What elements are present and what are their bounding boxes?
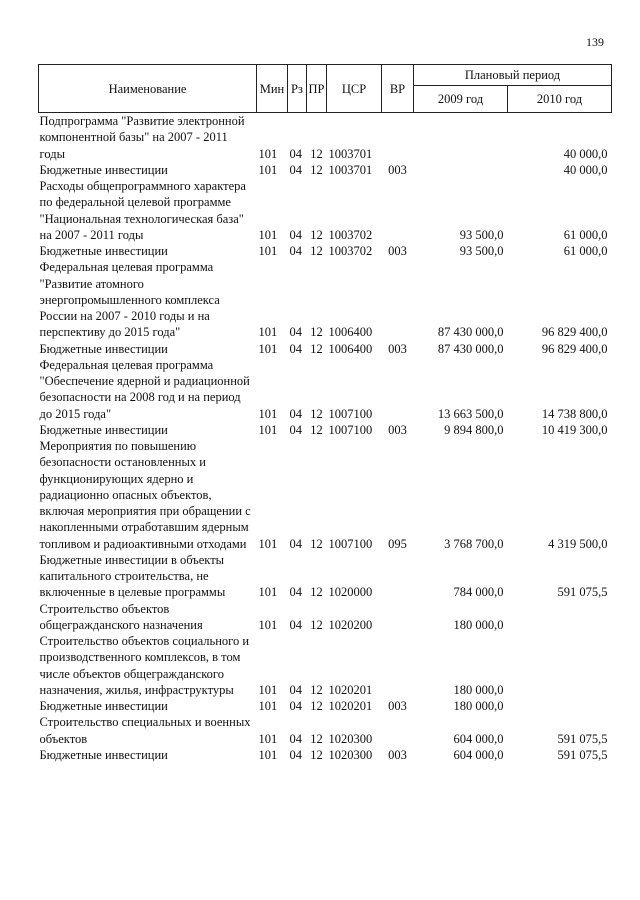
budget-table [38, 64, 612, 763]
row-pr: 12 [310, 422, 323, 437]
row-rz: 04 [289, 682, 302, 697]
row-rz: 04 [289, 244, 302, 258]
row-amount-2010: 4 319 500,0 [548, 536, 608, 551]
row-name: Строительство объектов социального и производственного комплексов, в том числе объектов общегражданского назначения, жилья, инфраструктуры [39, 634, 250, 697]
row-pr: 12 [310, 146, 323, 161]
row-min: 101 [258, 422, 278, 437]
row-name: Строительство объектов общегражданского назначения [39, 601, 203, 632]
row-vr [382, 633, 414, 698]
row-vr [382, 552, 414, 601]
row-name: Бюджетные инвестиции в объекты капитального строительства, не включенные в целевые программы [39, 552, 226, 600]
row-rz: 04 [289, 146, 302, 161]
row-min: 101 [258, 747, 278, 762]
row-pr: 12 [310, 162, 323, 177]
header-pr: ПР [307, 65, 327, 113]
row-min: 101 [258, 244, 278, 258]
row-pr: 12 [310, 682, 323, 697]
row-pr: 12 [310, 536, 323, 551]
row-csr: 1003701 [328, 162, 373, 177]
table-row [39, 259, 612, 340]
row-amount-2009: 180 000,0 [453, 617, 504, 632]
row-vr [382, 178, 414, 243]
row-amount-2010: 40 000,0 [563, 162, 608, 177]
table-row [39, 633, 612, 698]
row-csr: 1020201 [328, 699, 373, 713]
row-amount-2010: 591 075,5 [557, 731, 608, 746]
row-rz: 04 [289, 422, 302, 437]
row-amount-2010: 591 075,5 [557, 747, 608, 762]
table-body [39, 113, 612, 764]
table-row [39, 714, 612, 747]
header-csr: ЦСР [327, 65, 382, 113]
page-number: 139 [586, 35, 604, 49]
table-row [39, 113, 612, 162]
row-amount-2010 [508, 601, 612, 634]
row-csr: 1007100 [328, 536, 373, 551]
row-rz: 04 [289, 699, 302, 713]
header-min: Мин [257, 65, 288, 113]
row-amount-2009: 3 768 700,0 [444, 536, 504, 551]
row-name: Бюджетные инвестиции [39, 422, 168, 437]
row-amount-2010 [508, 633, 612, 698]
row-name: Мероприятия по повышению безопасности остановленных и функционирующих ядерно и радиационно опасных объектов, включая мероприятия при обращении с накопленными отработавшим ядерным топливом и радиоактивными отходами [39, 439, 251, 551]
row-rz: 04 [289, 617, 302, 632]
table-row [39, 178, 612, 243]
header-year-2009: 2009 год [414, 86, 508, 113]
row-amount-2009: 87 430 000,0 [437, 325, 504, 340]
table-row [39, 747, 612, 763]
row-pr: 12 [310, 406, 323, 421]
header-planning-period: Плановый период [414, 65, 612, 86]
table-row [39, 601, 612, 634]
row-amount-2009: 784 000,0 [453, 585, 504, 600]
table-row [39, 341, 612, 357]
row-csr: 1007100 [328, 422, 373, 437]
row-amount-2010: 61 000,0 [563, 244, 608, 258]
row-rz: 04 [289, 227, 302, 242]
row-pr: 12 [310, 699, 323, 713]
row-rz: 04 [289, 585, 302, 600]
row-name: Бюджетные инвестиции [39, 341, 168, 356]
row-min: 101 [258, 146, 278, 161]
row-min: 101 [258, 325, 278, 340]
row-rz: 04 [289, 406, 302, 421]
row-amount-2009: 87 430 000,0 [437, 341, 504, 356]
row-csr: 1020300 [328, 747, 373, 762]
row-vr: 003 [388, 162, 407, 177]
row-name: Строительство специальных и военных объектов [39, 715, 251, 746]
row-min: 101 [258, 585, 278, 600]
row-vr: 003 [388, 341, 407, 356]
row-name: Бюджетные инвестиции [39, 162, 168, 177]
row-csr: 1020200 [328, 617, 373, 632]
row-amount-2009 [414, 162, 508, 178]
row-min: 101 [258, 341, 278, 356]
row-csr: 1003701 [328, 146, 373, 161]
row-amount-2009 [414, 113, 508, 162]
row-min: 101 [258, 227, 278, 242]
header-year-2010: 2010 год [508, 86, 612, 113]
row-min: 101 [258, 731, 278, 746]
row-name: Федеральная целевая программа "Развитие атомного энергопромышленного комплекса России на 2007 - 2010 годы и на перспективу до 2015 года" [39, 260, 220, 340]
header-name: Наименование [39, 65, 257, 113]
row-vr: 003 [388, 422, 407, 437]
table-row [39, 162, 612, 178]
row-amount-2009: 180 000,0 [453, 682, 504, 697]
row-min: 101 [258, 699, 278, 713]
row-amount-2009: 13 663 500,0 [437, 406, 504, 421]
table-row [39, 438, 612, 552]
row-name: Расходы общепрограммного характера по федеральной целевой программе "Национальная технологическая база" на 2007 - 2011 годы [39, 179, 246, 242]
table-header [39, 65, 612, 113]
row-pr: 12 [310, 747, 323, 762]
row-amount-2010: 40 000,0 [563, 146, 608, 161]
row-rz: 04 [289, 325, 302, 340]
row-amount-2009: 604 000,0 [453, 747, 504, 762]
row-name: Бюджетные инвестиции [39, 699, 168, 713]
row-amount-2009: 604 000,0 [453, 731, 504, 746]
row-name: Подпрограмма "Развитие электронной компонентной базы" на 2007 - 2011 годы [39, 114, 245, 161]
table-row [39, 357, 612, 422]
row-vr [382, 113, 414, 162]
row-vr: 003 [388, 747, 407, 762]
table-row [39, 552, 612, 601]
row-rz: 04 [289, 162, 302, 177]
row-csr: 1020300 [328, 731, 373, 746]
row-csr: 1020201 [328, 682, 373, 697]
row-csr: 1020000 [328, 585, 373, 600]
row-pr: 12 [310, 227, 323, 242]
row-min: 101 [258, 406, 278, 421]
table-row [39, 698, 612, 714]
header-vr: ВР [382, 65, 414, 113]
row-name: Федеральная целевая программа "Обеспечение ядерной и радиационной безопасности на 2008 год и на период до 2015 года" [39, 357, 250, 421]
row-rz: 04 [289, 731, 302, 746]
row-csr: 1006400 [328, 325, 373, 340]
table-row [39, 243, 612, 259]
row-min: 101 [258, 682, 278, 697]
row-pr: 12 [310, 731, 323, 746]
row-pr: 12 [310, 341, 323, 356]
row-rz: 04 [289, 747, 302, 762]
header-rz: Рз [288, 65, 307, 113]
table-row [39, 422, 612, 438]
row-min: 101 [258, 536, 278, 551]
row-vr [382, 601, 414, 634]
row-csr: 1003702 [328, 227, 373, 242]
row-amount-2010: 591 075,5 [557, 585, 608, 600]
row-amount-2009: 9 894 800,0 [444, 422, 504, 437]
row-min: 101 [258, 617, 278, 632]
row-pr: 12 [310, 325, 323, 340]
row-amount-2010: 96 829 400,0 [541, 325, 608, 340]
row-csr: 1006400 [328, 341, 373, 356]
row-pr: 12 [310, 585, 323, 600]
row-vr: 095 [388, 536, 407, 551]
row-amount-2010: 96 829 400,0 [541, 341, 608, 356]
row-pr: 12 [310, 617, 323, 632]
row-vr [382, 714, 414, 747]
row-amount-2009: 93 500,0 [459, 244, 504, 258]
row-csr: 1007100 [328, 406, 373, 421]
row-rz: 04 [289, 536, 302, 551]
row-name: Бюджетные инвестиции [39, 244, 168, 258]
row-min: 101 [258, 162, 278, 177]
row-amount-2010: 10 419 300,0 [541, 422, 608, 437]
row-vr [382, 259, 414, 340]
row-amount-2010 [508, 698, 612, 714]
row-vr [382, 357, 414, 422]
row-pr: 12 [310, 244, 323, 258]
row-csr: 1003702 [328, 244, 373, 258]
row-rz: 04 [289, 341, 302, 356]
row-vr: 003 [388, 699, 407, 713]
row-amount-2009: 180 000,0 [453, 699, 504, 713]
row-name: Бюджетные инвестиции [39, 747, 168, 762]
row-amount-2009: 93 500,0 [459, 227, 504, 242]
row-vr: 003 [388, 244, 407, 258]
row-amount-2010: 14 738 800,0 [541, 406, 608, 421]
row-amount-2010: 61 000,0 [563, 227, 608, 242]
